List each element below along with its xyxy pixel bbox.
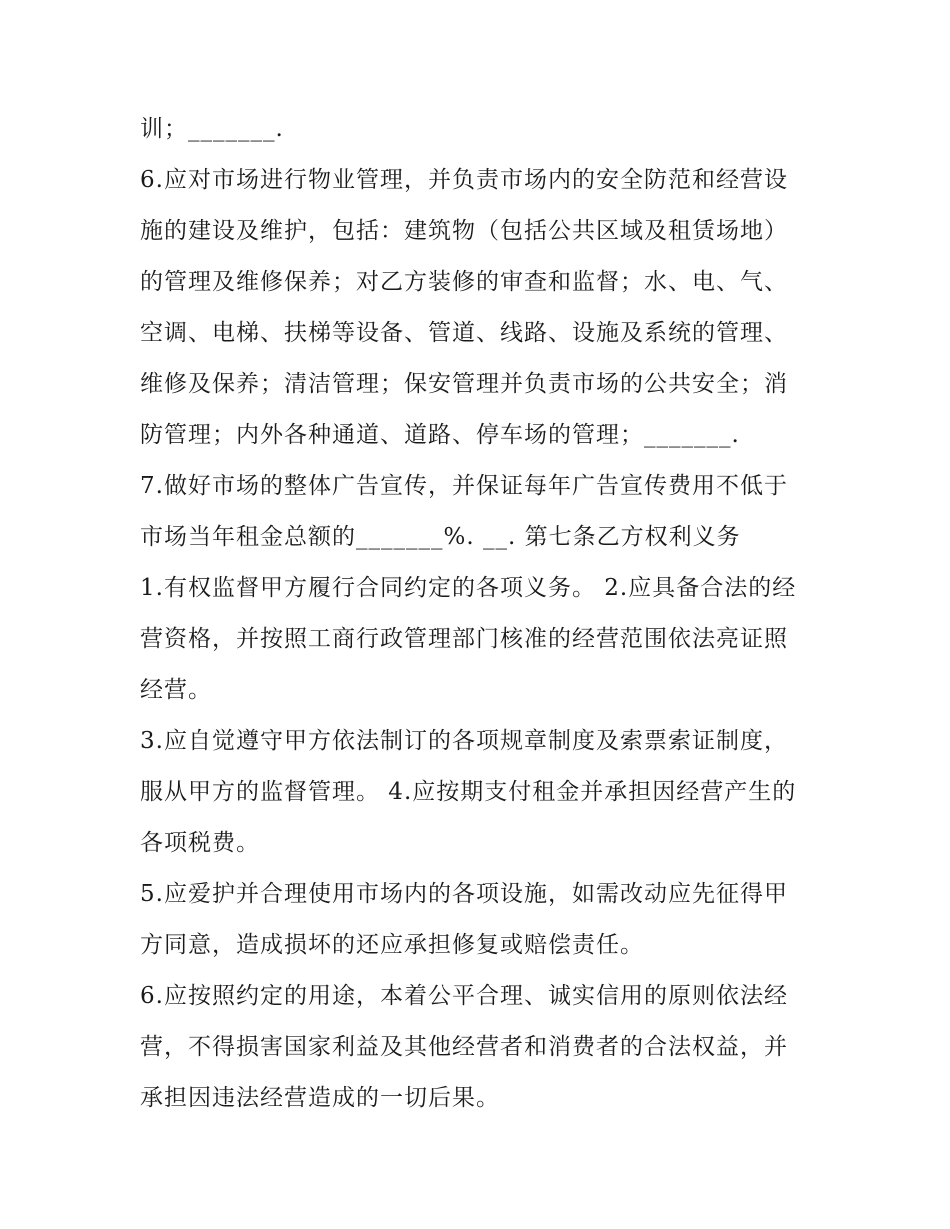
text-line: 方同意，造成损坏的还应承担修复或赔偿责任。 <box>140 932 644 958</box>
text-line: 营，不得损害国家利益及其他经营者和消费者的合法权益，并 <box>140 1034 788 1060</box>
text-line: 各项税费。 <box>140 830 260 856</box>
text-line: 3.应自觉遵守甲方依法制订的各项规章制度及索票索证制度， <box>140 728 788 754</box>
text-line: 7.做好市场的整体广告宣传，并保证每年广告宣传费用不低于 <box>140 473 788 499</box>
text-line: 训；_______. <box>140 116 284 142</box>
text-line: 的管理及维修保养；对乙方装修的审查和监督；水、电、气、 <box>140 269 788 295</box>
document-body <box>140 104 830 1124</box>
text-line: 维修及保养；清洁管理；保安管理并负责市场的公共安全；消 <box>140 371 788 397</box>
text-line: 市场当年租金总额的_______%. __. 第七条乙方权利义务 <box>140 524 741 550</box>
text-line: 防管理；内外各种通道、道路、停车场的管理；_______. <box>140 422 740 448</box>
text-line: 空调、电梯、扶梯等设备、管道、线路、设施及系统的管理、 <box>140 320 788 346</box>
text-line: 施的建设及维护，包括：建筑物（包括公共区域及租赁场地） <box>140 218 788 244</box>
text-line: 5.应爱护并合理使用市场内的各项设施，如需改动应先征得甲 <box>140 881 788 907</box>
text-line: 营资格，并按照工商行政管理部门核准的经营范围依法亮证照 <box>140 626 788 652</box>
text-line: 1.有权监督甲方履行合同约定的各项义务。 2.应具备合法的经 <box>140 575 797 601</box>
text-line: 承担因违法经营造成的一切后果。 <box>140 1085 500 1111</box>
text-line: 经营。 <box>140 677 212 703</box>
text-line: 服从甲方的监督管理。 4.应按期支付租金并承担因经营产生的 <box>140 779 797 805</box>
text-line: 6.应对市场进行物业管理，并负责市场内的安全防范和经营设 <box>140 167 788 193</box>
text-line: 6.应按照约定的用途，本着公平合理、诚实信用的原则依法经 <box>140 983 788 1009</box>
